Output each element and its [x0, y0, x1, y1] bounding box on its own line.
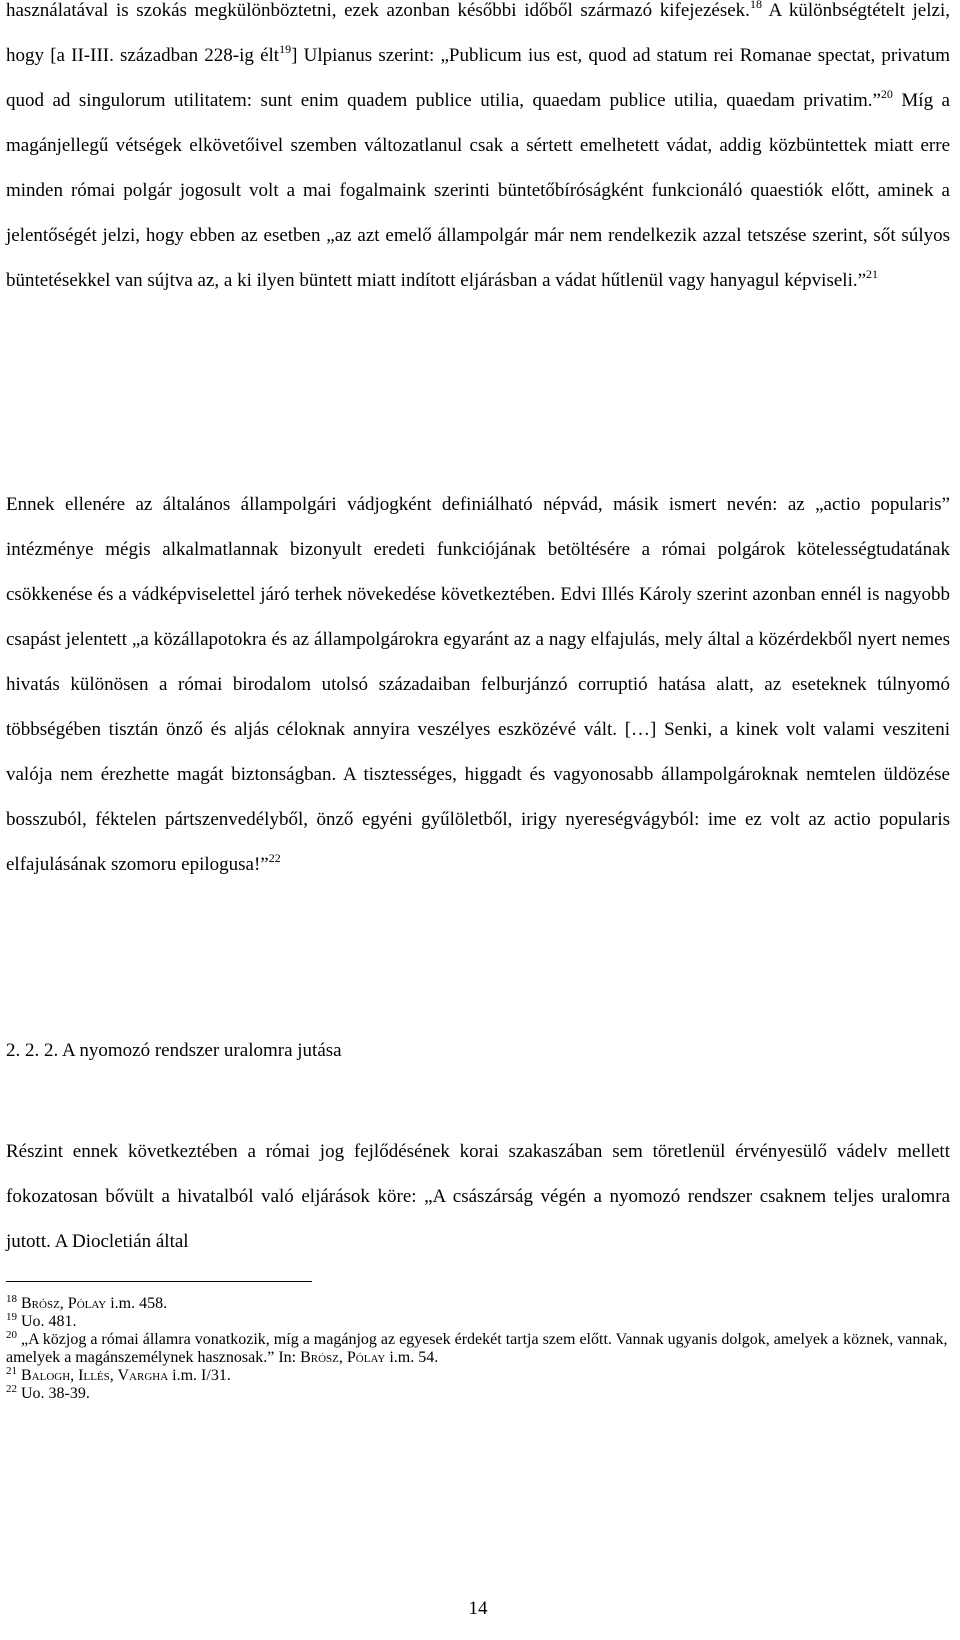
body-paragraph-3: Részint ennek következtében a római jog fejlődésének korai szakaszában sem töretlenül érvényesülő vádelv mellett fokozatosan bővült a hivatalból való eljárások köre: „A császárság végén a nyomozó rendszer csaknem teljes uralomra jutott. A Diocletián által	[6, 1141, 950, 1252]
footnote-author: Brósz, Pólay	[300, 1349, 386, 1366]
footnote-text: Uo. 38-39.	[17, 1385, 90, 1402]
footnote-number: 20	[6, 1329, 17, 1341]
paragraph-text: Ennek ellenére az általános állampolgári vádjogként definiálható népvád, másik ismert nevén: az „actio popularis” intézménye mégis alkalmatlannak bizonyult eredeti funkciójának betöltésére a római polgárok kötelességtudatának csökkenése és a vádképviselettel járó terhek növekedése következtében. Edvi Illés Károly szerint azonban ennél is nagyobb csapást jelentett „a közállapotokra és az állampolgárokra egyaránt az a nagy elfajulás, mely által a közérdekből nyert nemes hivatás különösen a római birodalom utolsó századaiban felburjánzó corruptió hatása alatt, az eseteknek túlnyomó többségében tisztán önző és aljás céloknak annyira veszélyes eszközévé vált. […] Senki, a kinek volt valami vesziteni valója nem érezhette magát biztonságban. A tisztességes, higgadt és vagyonosabb állampolgároknak nemtelen üldözése bosszuból, féktelen pártszenvedélyből, önző egyéni gyűlöletből, irigy nyereségvágyból: ime ez volt az actio popularis elfajulásának szomoru epilogusa!”	[6, 494, 950, 875]
footnote-text: Uo. 481.	[17, 1313, 77, 1330]
footnote-author: Brósz, Pólay	[21, 1295, 107, 1312]
footnote-text: i.m. I/31.	[168, 1367, 231, 1384]
footnote-number: 18	[6, 1293, 17, 1305]
paragraph-text: A különbségtételt jelzi, hogy [a II-III. században 228-ig élt	[6, 0, 950, 66]
body-paragraph-2	[6, 482, 950, 887]
paragraph-text: Míg a magánjellegű vétségek elkövetőivel szemben változatlanul csak a sértett emelhetett vádat, addig közbüntettek miatt erre minden római polgár jogosult volt a mai fogalmaink szerinti büntetőbíróságként funkcionáló quaestiók előtt, aminek a jelentőségét jelzi, hogy ebben az esetben „az azt emelő állampolgár már nem rendelkezik azzal tetszése szerint, sőt súlyos büntetésekkel van sújtva az, a ki ilyen büntett miatt indított eljárásban a vádat hűtlenül vagy hanyagul képviseli.”	[6, 90, 950, 291]
footnote-21	[6, 1367, 950, 1385]
footnote-number: 19	[6, 1311, 17, 1323]
footnote-separator	[6, 1281, 312, 1282]
footnote-ref-22[interactable]: 22	[268, 851, 281, 865]
footnotes	[6, 1295, 950, 1403]
footnote-number: 22	[6, 1383, 17, 1395]
footnote-22	[6, 1385, 950, 1403]
footnote-number: 21	[6, 1365, 17, 1377]
page-number: 14	[468, 1598, 488, 1619]
footnote-ref-18[interactable]: 18	[749, 0, 762, 11]
footnote-ref-20[interactable]: 20	[880, 87, 893, 101]
footnote-20	[6, 1331, 950, 1367]
body-paragraph-1	[6, 0, 950, 303]
paragraph-text: használatával is szokás megkülönböztetni, ezek azonban későbbi időből származó kifejezések.	[6, 0, 750, 21]
footnote-text: „A közjog a római államra vonatkozik, míg a magánjog az egyesek érdekét tartja szem előtt. Vannak ugyanis dolgok, amelyek a köznek, vannak, amelyek a magánszemélynek hasznosak.” In:	[6, 1331, 948, 1366]
footnote-19	[6, 1313, 950, 1331]
footnote-text: i.m. 54.	[385, 1349, 439, 1366]
footnote-ref-19[interactable]: 19	[279, 42, 292, 56]
footnote-text: i.m. 458.	[106, 1295, 168, 1312]
paragraph-text: ] Ulpianus szerint: „Publicum ius est, quod ad statum rei Romanae spectat, privatum quod ad singulorum utilitatem: sunt enim quadem publice utilia, quaedam publice utilia, quaedam privatim.”	[6, 45, 950, 111]
section-heading: 2. 2. 2. A nyomozó rendszer uralomra jutása	[6, 1040, 342, 1061]
footnote-18	[6, 1295, 950, 1313]
footnote-ref-21[interactable]: 21	[866, 267, 879, 281]
footnote-author: Balogh, Illés, Vargha	[21, 1367, 169, 1384]
